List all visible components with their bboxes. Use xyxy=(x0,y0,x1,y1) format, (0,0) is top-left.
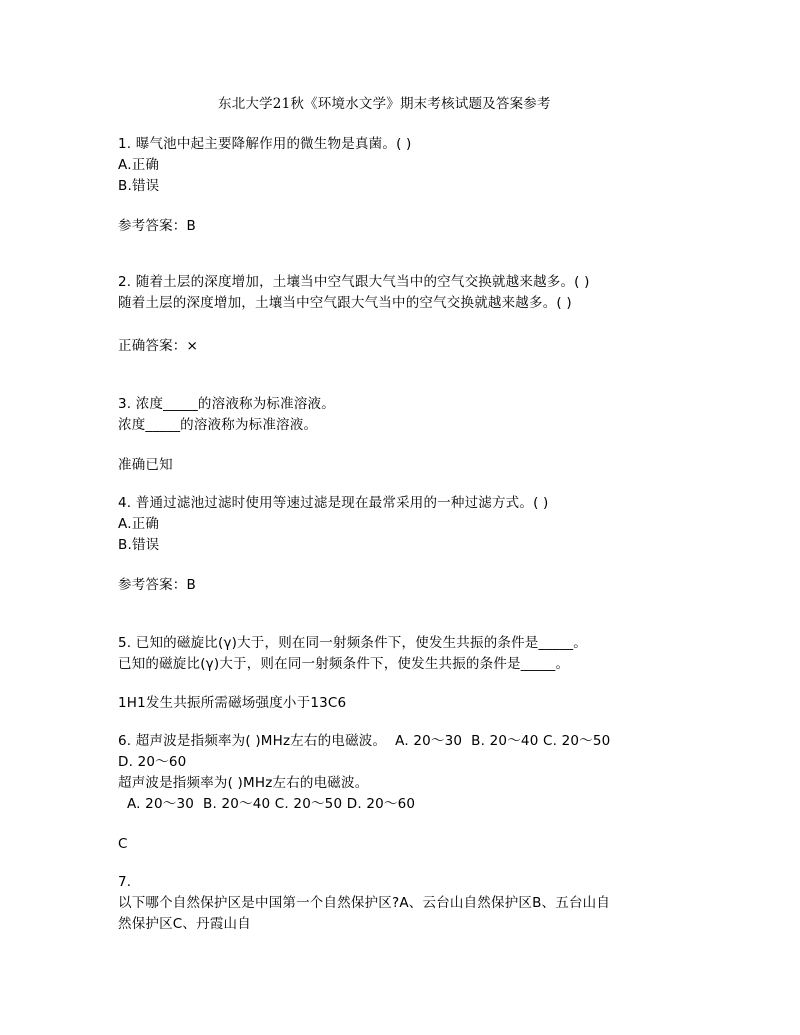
question-4-option-b: B.错误 xyxy=(118,537,160,553)
question-6-answer: C xyxy=(118,836,128,852)
question-4-text: 4. 普通过滤池过滤时使用等速过滤是现在最常采用的一种过滤方式。( ) xyxy=(118,495,549,511)
question-5-text-repeat: 已知的磁旋比(γ)大于，则在同一射频条件下，使发生共振的条件是_____。 xyxy=(118,656,570,672)
question-7-text: 以下哪个自然保护区是中国第一个自然保护区?A、云台山自然保护区B、五台山自 xyxy=(118,895,611,911)
question-6-option-d: D. 20～60 xyxy=(118,754,187,770)
question-7-number: 7. xyxy=(118,874,132,890)
question-4-option-a: A.正确 xyxy=(118,516,160,532)
question-2-text-repeat: 随着土层的深度增加，土壤当中空气跟大气当中的空气交换就越来越多。( ) xyxy=(118,295,572,311)
question-2-text: 2. 随着土层的深度增加，土壤当中空气跟大气当中的空气交换就越来越多。( ) xyxy=(118,274,590,290)
question-6-options-repeat: A. 20～30 B. 20～40 C. 20～50 D. 20～60 xyxy=(118,796,416,812)
question-7-text-continued: 然保护区C、丹霞山自 xyxy=(118,916,251,932)
question-6-text-repeat: 超声波是指频率为( )MHz左右的电磁波。 xyxy=(118,775,369,791)
document-title: 东北大学21秋《环境水文学》期末考核试题及答案参考 xyxy=(218,96,551,112)
question-1-option-a: A.正确 xyxy=(118,157,160,173)
question-3-text: 3. 浓度_____的溶液称为标准溶液。 xyxy=(118,396,335,412)
question-1-answer: 参考答案：B xyxy=(118,218,196,234)
question-5-text: 5. 已知的磁旋比(γ)大于，则在同一射频条件下，使发生共振的条件是_____。 xyxy=(118,635,587,651)
question-6-text: 6. 超声波是指频率为( )MHz左右的电磁波。 A. 20～30 B. 20～40 C. 20～50 xyxy=(118,733,611,749)
question-5-answer: 1H1发生共振所需磁场强度小于13C6 xyxy=(118,695,347,711)
question-3-text-repeat: 浓度_____的溶液称为标准溶液。 xyxy=(118,417,318,433)
question-4-answer: 参考答案：B xyxy=(118,577,196,593)
question-2-answer: 正确答案：× xyxy=(118,338,199,354)
question-1-text: 1. 曝气池中起主要降解作用的微生物是真菌。( ) xyxy=(118,136,412,152)
question-1-option-b: B.错误 xyxy=(118,178,160,194)
question-3-answer: 准确已知 xyxy=(118,457,173,473)
